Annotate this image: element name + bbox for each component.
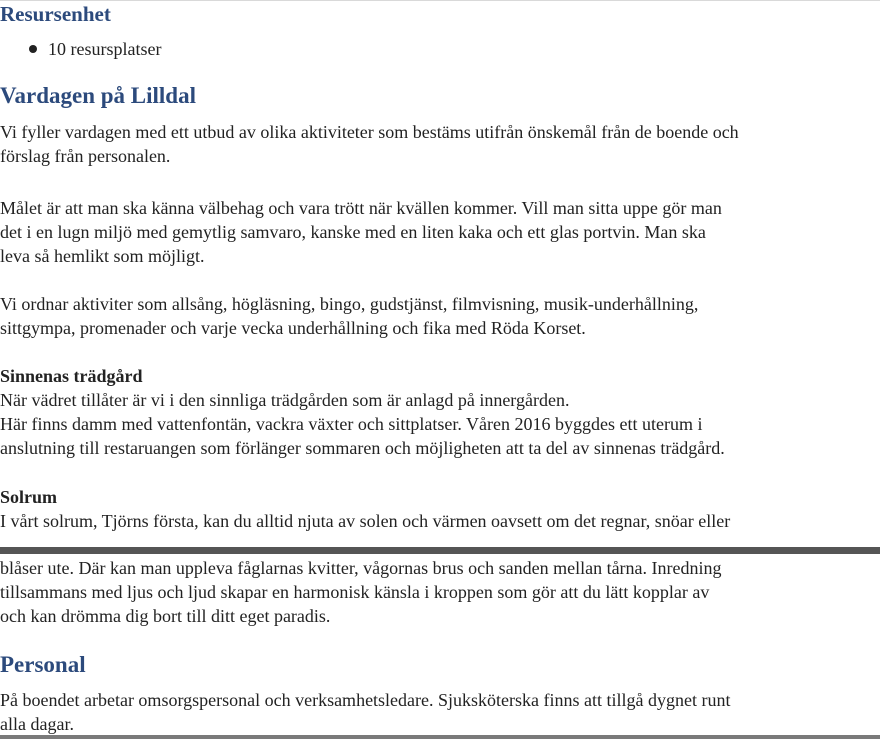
text-line: När vädret tillåter är vi i den sinnliga trädgården som är anlagd på innergården. [0,390,570,410]
vardagen-paragraph-1 [0,120,739,168]
vardagen-paragraph-3 [0,292,698,340]
list-item [0,37,161,61]
heading-personal: Personal [0,652,86,677]
list-item-text: 10 resursplatser [48,39,162,59]
text-line: och kan drömma dig bort till ditt eget paradis. [0,606,331,626]
text-line: leva så hemlikt som möjligt. [0,246,205,266]
text-line: det i en lugn miljö med gemytlig samvaro, kanske med en liten kaka och ett glas portvin. Man ska [0,222,706,242]
heading-vardagen: Vardagen på Lilldal [0,83,196,108]
heading-resursenhet: Resursenhet [0,2,111,26]
personal-paragraph [0,688,731,736]
heading-solrum: Solrum [0,487,58,507]
text-line: Vi fyller vardagen med ett utbud av olika aktiviteter som bestäms utifrån önskemål från de boende och [0,122,739,142]
text-line: Vi ordnar aktiviter som allsång, högläsning, bingo, gudstjänst, filmvisning, musik-underhållning, [0,294,699,314]
sinnenas-paragraph [0,388,725,460]
top-edge-line [0,0,880,1]
text-line: förslag från personalen. [0,146,171,166]
resursenhet-list [0,37,161,61]
solrum-paragraph-continued [0,556,722,628]
text-line: alla dagar. [0,714,74,734]
solrum-line-before-break: I vårt solrum, Tjörns första, kan du alltid njuta av solen och värmen oavsett om det regnar, snöar eller [0,511,731,531]
text-line: Här finns damm med vattenfontän, vackra växter och sittplatser. Våren 2016 byggdes ett uterum i [0,414,703,434]
text-line: tillsammans med ljus och ljud skapar en harmonisk känsla i kroppen som gör att du lätt kopplar av [0,582,710,602]
page-break-divider [0,547,880,554]
text-line: anslutning till restaruangen som förlänger sommaren och möjligheten att ta del av sinnenas trädgård. [0,438,725,458]
vardagen-paragraph-2 [0,196,722,268]
text-line: Målet är att man ska känna välbehag och vara trött när kvällen kommer. Vill man sitta uppe gör man [0,198,722,218]
heading-sinnenas-tradgard: Sinnenas trädgård [0,366,143,386]
text-line: sittgympa, promenader och varje vecka underhållning och fika med Röda Korset. [0,318,586,338]
text-line: På boendet arbetar omsorgspersonal och verksamhetsledare. Sjuksköterska finns att tillgå dygnet runt [0,690,731,710]
text-line: blåser ute. Där kan man uppleva fåglarnas kvitter, vågornas brus och sanden mellan tårna. Inredning [0,558,722,578]
bullet-icon [29,45,37,53]
bottom-cutoff-strip [0,735,880,739]
